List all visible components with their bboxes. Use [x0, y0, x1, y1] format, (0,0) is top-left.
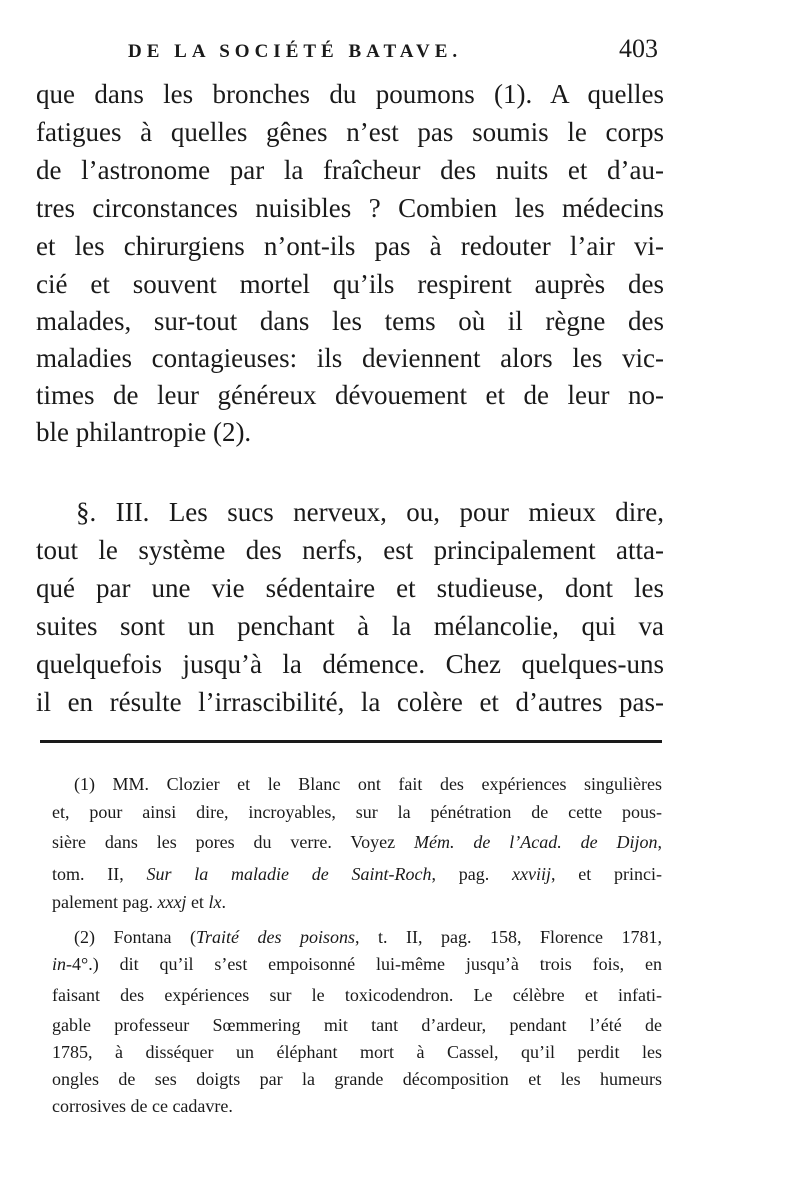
text-line: de l’astronome par la fraîcheur des nuits et d’au-	[36, 155, 664, 185]
text-line: quelquefois jusqu’à la démence. Chez quelques-uns	[36, 649, 664, 679]
text-line: et les chirurgiens n’ont-ils pas à redouter l’air vi-	[36, 231, 664, 261]
page-header	[128, 34, 658, 64]
text-line: maladies contagieuses: ils deviennent alors les vic-	[36, 343, 664, 373]
footnote-2-line: in-4°.) dit qu’il s’est empoisonné lui-même jusqu’à trois fois, en	[52, 954, 662, 974]
footnote-1-line: et, pour ainsi dire, incroyables, sur la pénétration de cette pous-	[52, 802, 662, 822]
footnote-1-line: tom. II, Sur la maladie de Saint-Roch, pag. xxviij, et princi-	[52, 864, 662, 884]
page-number: 403	[619, 34, 658, 63]
footnote-rule	[40, 740, 662, 743]
footnote-2-line: gable professeur Sœmmering mit tant d’ardeur, pendant l’été de	[52, 1015, 662, 1035]
footnote-2-line: 1785, à disséquer un éléphant mort à Cassel, qu’il perdit les	[52, 1042, 662, 1062]
text-line: que dans les bronches du poumons (1). A quelles	[36, 79, 664, 109]
text-line: times de leur généreux dévouement et de leur no-	[36, 380, 664, 410]
footnote-2-line: ongles de ses doigts par la grande décomposition et les humeurs	[52, 1069, 662, 1089]
footnote-1-line: palement pag. xxxj et lx.	[52, 892, 226, 912]
text-line: qué par une vie sédentaire et studieuse, dont les	[36, 573, 664, 603]
footnote-1-line: sière dans les pores du verre. Voyez Mém. de l’Acad. de Dijon,	[52, 832, 662, 852]
text-line: ble philantropie (2).	[36, 417, 252, 447]
section-heading-line: §. III. Les sucs nerveux, ou, pour mieux dire,	[76, 497, 664, 527]
footnote-1-line: (1) MM. Clozier et le Blanc ont fait des expériences singulières	[74, 774, 662, 794]
footnote-2-line: faisant des expériences sur le toxicodendron. Le célèbre et infati-	[52, 985, 662, 1005]
footnote-2-line: (2) Fontana (Traité des poisons, t. II, pag. 158, Florence 1781,	[74, 927, 662, 947]
text-line: il en résulte l’irrascibilité, la colère et d’autres pas-	[36, 687, 664, 717]
text-line: tres circonstances nuisibles ? Combien les médecins	[36, 193, 664, 223]
text-line: cié et souvent mortel qu’ils respirent auprès des	[36, 269, 664, 299]
text-line: malades, sur-tout dans les tems où il règne des	[36, 306, 664, 336]
running-head: DE LA SOCIÉTÉ BATAVE.	[128, 41, 463, 62]
footnote-2-line: corrosives de ce cadavre.	[52, 1096, 233, 1116]
text-line: suites sont un penchant à la mélancolie, qui va	[36, 611, 664, 641]
text-line: fatigues à quelles gênes n’est pas soumis le corps	[36, 117, 664, 147]
text-line: tout le système des nerfs, est principalement atta-	[36, 535, 664, 565]
